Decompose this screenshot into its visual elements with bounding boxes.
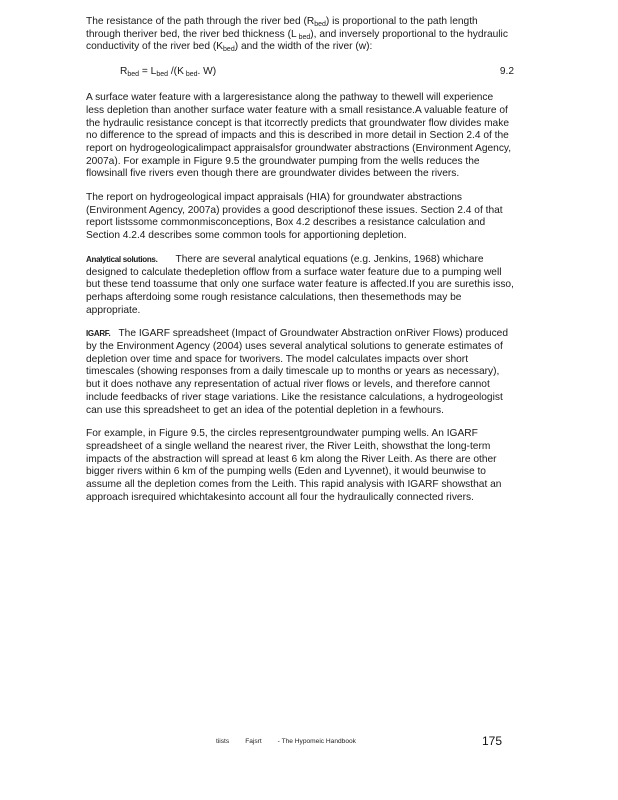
document-body [86, 16, 514, 505]
equation-number: 9.2 [499, 66, 514, 78]
subscript: bed [314, 21, 326, 28]
subscript: bed [127, 71, 140, 79]
paragraph-resistance-intro [86, 16, 514, 54]
footer-book-title: - The Hypomeic Handbook [277, 738, 356, 745]
subscript: bed [296, 33, 311, 41]
text-span: ) and the width of the river (w): [234, 41, 373, 53]
footer-word: Fajsrt [245, 738, 262, 745]
paragraph-resistance-feature: A surface water feature with a largeresistance along the pathway to thewell will experience less depletion than another surface water feature with a small resistance.A valuable feature of the hydraulic resistance concept is that itcorrectly predicts that groundwater flow divides make no difference to the spread of impacts and this is described in more detail in Section 2.4 of the report on hydrogeologicalimpact appraisalsfor groundwater abstractions (Environment Agency, 2007a). For example in Figure 9.5 the groundwater pumping from the wells reduces the flowsinall five rivers even though there are groundwater divides between the rivers. [86, 92, 512, 180]
subscript: bed [223, 46, 235, 54]
formula-symbol: = L [139, 66, 157, 78]
text-span: The IGARF spreadsheet (Impact of Groundwater Abstraction onRiver Flows) produced by the Environment Agency (2004) uses several analytical solutions to generate estimates of depletion over time and space for tworivers. The model calculates impacts over short timescales (showing responses from a daily timescale up to months or years as necessary), but it does nothave any representation of actual river flows or levels, and therefore cannot include feedbacks of river stage variations. Like the resistance calculations, a hydrogeologist can use this spreadsheet to get an idea of the potential depletion in a fewhours. [86, 328, 508, 416]
footer-title [216, 738, 372, 745]
run-in-heading: Analytical solutions. [86, 254, 158, 264]
footer-word: tiists [216, 738, 230, 745]
subscript: bed [183, 71, 198, 79]
text-span: ), and inversely proportional to the hydraulic conductivity of the river bed (K [86, 28, 508, 53]
formula-symbol: /(K [168, 66, 184, 78]
paragraph-hia-report: The report on hydrogeological impact appraisals (HIA) for groundwater abstractions (Environment Agency, 2007a) provides a good descriptionof these issues. Section 2.4 of that report listssome commonmisconceptions, Box 4.2 describes a resistance calculation and Section 4.2.4 describes some common tools for apportioning depletion. [86, 192, 503, 242]
formula-symbol: . W) [197, 66, 217, 78]
run-in-heading: IGARF. [86, 329, 111, 339]
equation-9-2 [120, 66, 514, 80]
paragraph-analytical-solutions [86, 254, 514, 318]
text-span: ) is proportional to the path length through theriver bed, the river bed thickness (L [86, 16, 478, 40]
page-number: 175 [482, 734, 503, 748]
subscript: bed [156, 71, 169, 79]
formula-symbol: R [120, 66, 128, 78]
text-span: There are several analytical equations (e.g. Jenkins, 1968) whichare designed to calculate thedepletion offlow from a surface water feature due to a pumping well but these tend toassume that only one surface water feature is affected.If you are surethis isso, perhaps afterdoing some rough resistance calculations, then thesemethods may be appropriate. [86, 253, 514, 316]
paragraph-example: For example, in Figure 9.5, the circles representgroundwater pumping wells. An IGARF spreadsheet of a single welland the nearest river, the River Leith, showsthat the long-term impacts of the abstraction will spread at least 6 km along the River Leith. As there are other bigger rivers within 6 km of the pumping wells (Eden and Lyvennet), it would beunwise to assume all the depletion comes from the Leith. This rapid analysis with IGARF showsthat an approach isrequired whichtakesinto account all four the hydraulically connected rivers. [86, 428, 502, 503]
paragraph-igarf [86, 328, 514, 417]
text-span: The resistance of the path through the river bed (R [86, 16, 315, 27]
page-footer [0, 735, 618, 751]
